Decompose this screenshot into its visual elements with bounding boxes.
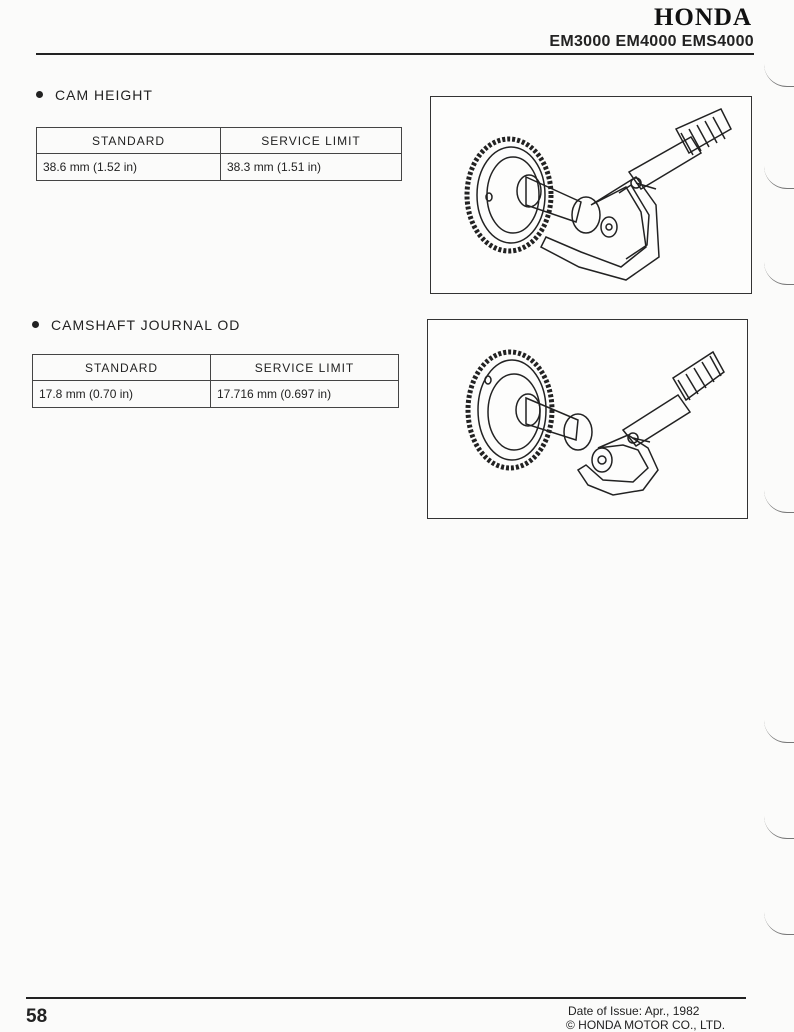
- section-title-text: CAM HEIGHT: [55, 87, 153, 103]
- micrometer-journal-icon: [428, 320, 747, 518]
- binder-ring-mark: [764, 816, 794, 839]
- micrometer-cam-icon: [431, 97, 751, 293]
- binder-ring-mark: [764, 166, 794, 189]
- bullet-icon: [32, 321, 39, 328]
- section-title-text: CAMSHAFT JOURNAL OD: [51, 317, 241, 333]
- section-title-cam-height: [36, 87, 153, 103]
- cell-standard: 38.6 mm (1.52 in): [37, 154, 221, 181]
- brand-logo: HONDA: [653, 4, 752, 31]
- table-header-row: [33, 355, 399, 381]
- table-header-row: [37, 128, 402, 154]
- cell-service-limit: 38.3 mm (1.51 in): [221, 154, 402, 181]
- copyright-text: © HONDA MOTOR CO., LTD.: [566, 1018, 726, 1032]
- header-rule: [36, 53, 754, 55]
- footer-rule: [26, 997, 746, 999]
- journal-od-table: [32, 354, 399, 408]
- model-list: EM3000 EM4000 EMS4000: [549, 33, 754, 50]
- cell-service-limit: 17.716 mm (0.697 in): [211, 381, 399, 408]
- table-row: [37, 154, 402, 181]
- section-title-journal-od: [32, 317, 240, 333]
- binder-ring-mark: [764, 912, 794, 935]
- binder-ring-mark: [764, 490, 794, 513]
- header-standard: STANDARD: [37, 128, 221, 154]
- journal-od-figure: [427, 319, 748, 519]
- binder-ring-mark: [764, 720, 794, 743]
- cam-height-table: [36, 127, 402, 181]
- table-row: [33, 381, 399, 408]
- bullet-icon: [36, 91, 43, 98]
- binder-ring-mark: [764, 64, 794, 87]
- binder-ring-mark: [764, 262, 794, 285]
- page-number: 58: [26, 1006, 48, 1027]
- date-of-issue: Date of Issue: Apr., 1982: [568, 1004, 700, 1018]
- header-service-limit: SERVICE LIMIT: [221, 128, 402, 154]
- header-service-limit: SERVICE LIMIT: [211, 355, 399, 381]
- cell-standard: 17.8 mm (0.70 in): [33, 381, 211, 408]
- cam-height-figure: [430, 96, 752, 294]
- header-standard: STANDARD: [33, 355, 211, 381]
